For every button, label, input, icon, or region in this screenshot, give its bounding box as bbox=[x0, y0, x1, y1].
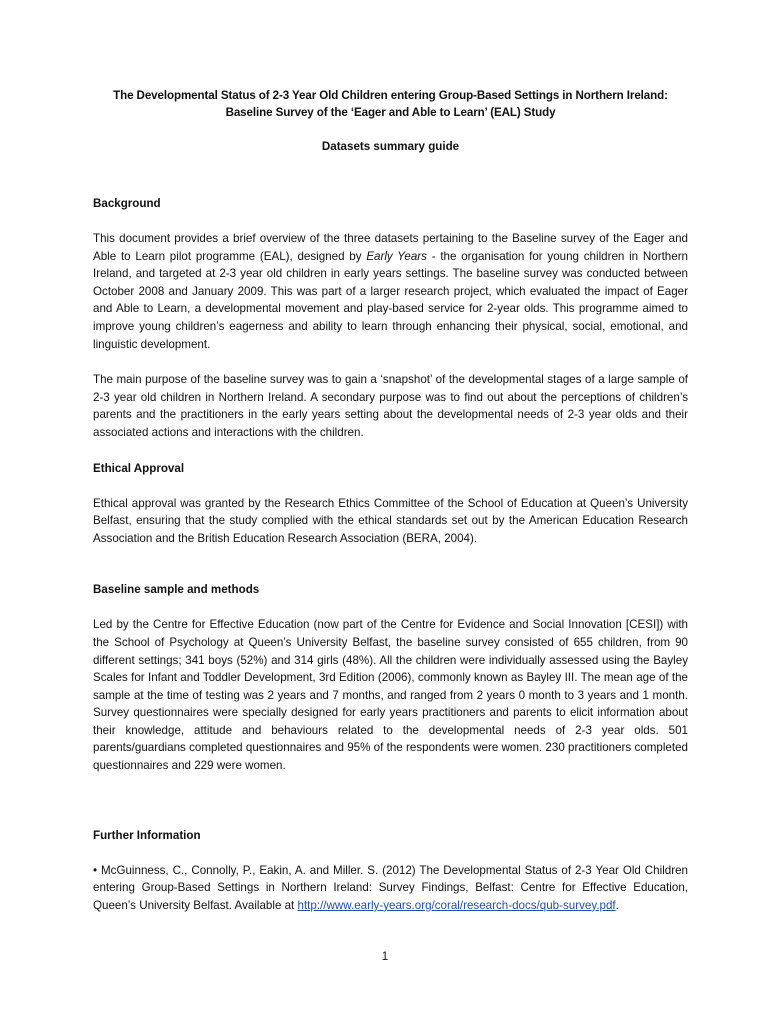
document-page bbox=[93, 87, 688, 914]
page-number: 1 bbox=[381, 950, 389, 963]
sample-paragraph: Led by the Centre for Effective Education (now part of the Centre for Evidence and Social Innovation [CESI]) with the School of Psychology at Queen’s University Belfast, the baseline survey consisted of 655 children, from 90 different settings; 341 boys (52%) and 314 girls (48%). All the children were individually assessed using the Bayley Scales for Infant and Toddler Development, 3rd Edition (2006), commonly known as Bayley III. The mean age of the sample at the time of testing was 2 years and 7 months, and ranged from 2 years 0 month to 3 years and 1 month. Survey questionnaires were specially designed for early years practitioners and parents to elicit information about their knowledge, attitude and behaviours related to the developmental needs of 2-3 year olds. 501 parents/guardians completed questionnaires and 95% of the respondents were women. 230 practitioners completed questionnaires and 229 were women. bbox=[93, 618, 688, 773]
background-heading: Background bbox=[93, 197, 161, 210]
ethics-paragraph: Ethical approval was granted by the Research Ethics Committee of the School of Education at Queen’s University Belfast, ensuring that the study complied with the ethical standards set out by the American Education Research Association and the British Education Research Association (BERA, 2004). bbox=[93, 496, 688, 545]
early-years-emphasis: Early Years bbox=[366, 249, 427, 263]
ethics-heading: Ethical Approval bbox=[93, 461, 185, 475]
background-paragraph-1: This document provides a brief overview of the three datasets pertaining to the Baseline survey of the Eager and Able to Learn pilot programme (EAL), designed by Early Years - the organisation for young children in Northern Ireland, and targeted at 2-3 year old children in early years settings. The baseline survey was conducted between October 2008 and January 2009. This was part of a larger research project, which evaluated the impact of Eager and Able to Learn, a developmental movement and play-based service for 2-year olds. This programme aimed to improve young children’s eagerness and ability to learn through enhancing their physical, social, emotional, and linguistic development. bbox=[93, 232, 689, 351]
reference-paragraph: • McGuinness, C., Connolly, P., Eakin, A. and Miller. S. (2012) The Developmental Status of 2-3 Year Old Children entering Group-Based Settings in Northern Ireland: Survey Findings, Belfast: Centre for Effective Education, Queen’s University Belfast. Available at http://www.early-years.org/coral/research-docs/qub-survey.pdf. bbox=[93, 863, 688, 912]
further-info-heading: Further Information bbox=[93, 828, 201, 842]
sample-heading: Baseline sample and methods bbox=[93, 583, 260, 597]
survey-pdf-link[interactable]: http://www.early-years.org/coral/research-docs/qub-survey.pdf bbox=[297, 898, 616, 912]
document-title: The Developmental Status of 2-3 Year Old Children entering Group-Based Settings in Northern Ireland: Baseline Survey of the ‘Eager and Able to Learn’ (EAL) Study bbox=[113, 89, 668, 119]
background-paragraph-2: The main purpose of the baseline survey was to gain a ‘snapshot’ of the developmental stages of a large sample of 2-3 year old children in Northern Ireland. A secondary purpose was to find out about the perceptions of children’s parents and the practitioners in the early years setting about the developmental needs of 2-3 year olds and their associated actions and interactions with the children. bbox=[93, 373, 688, 439]
document-subtitle: Datasets summary guide bbox=[321, 140, 460, 153]
